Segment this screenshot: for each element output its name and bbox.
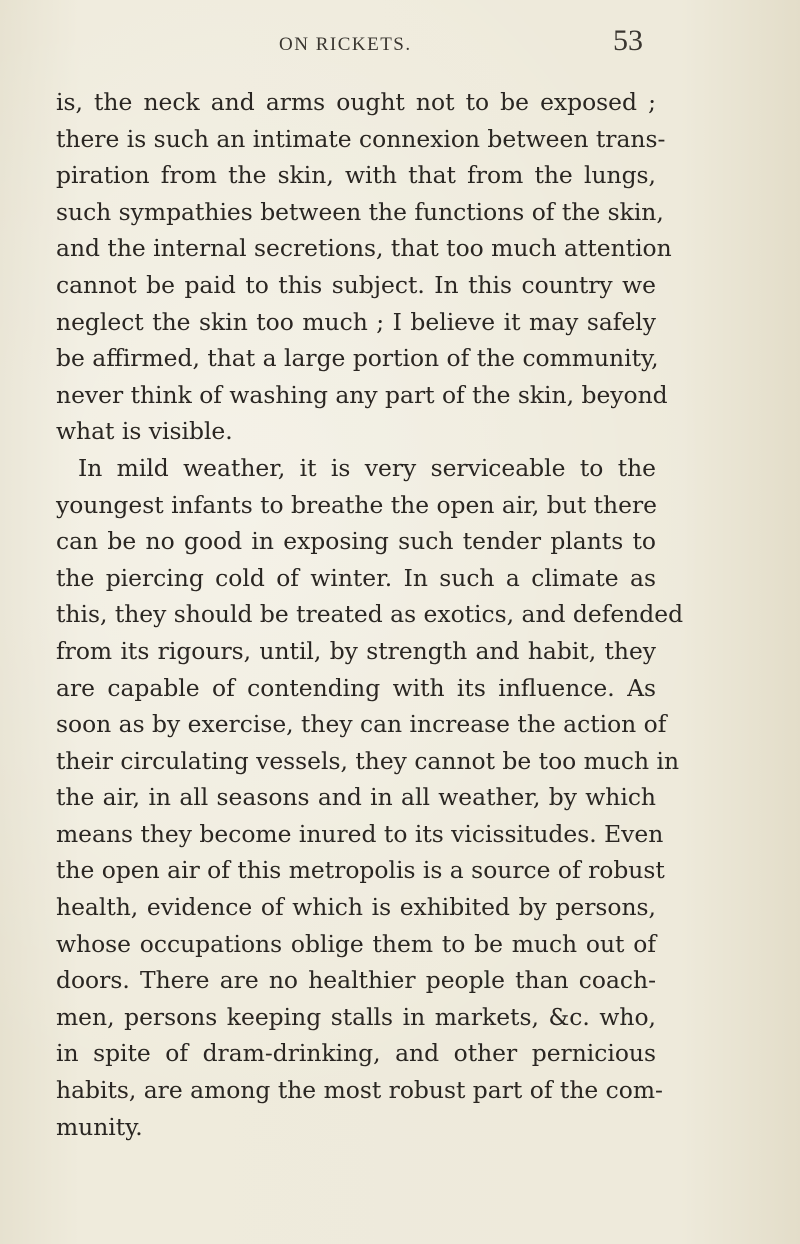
text-line: and the internal secretions, that too much attention xyxy=(56,234,672,263)
text-line: what is visible. xyxy=(56,417,233,446)
text-line: the piercing cold of winter. In such a climate as xyxy=(56,563,656,592)
text-line: soon as by exercise, they can increase the action of xyxy=(56,710,667,739)
text-line: the air, in all seasons and in all weather, by which xyxy=(56,783,656,812)
text-line: from its rigours, until, by strength and habit, they xyxy=(56,636,656,665)
text-line: health, evidence of which is exhibited by persons, xyxy=(56,893,656,922)
text-line: the open air of this metropolis is a source of robust xyxy=(56,856,665,885)
text-line: whose occupations oblige them to be much out of xyxy=(56,929,656,958)
text-line: such sympathies between the functions of the skin, xyxy=(56,197,664,226)
text-line: never think of washing any part of the skin, beyond xyxy=(56,380,668,409)
text-line: their circulating vessels, they cannot be too much in xyxy=(56,746,680,775)
text-line: this, they should be treated as exotics, and defended xyxy=(56,600,684,629)
text-line: youngest infants to breathe the open air, but there xyxy=(56,490,657,519)
body-text xyxy=(56,84,684,1145)
text-line: munity. xyxy=(56,1112,143,1141)
text-line: habits, are among the most robust part of the com- xyxy=(56,1076,663,1105)
page-number: 53 xyxy=(613,24,643,57)
running-head: ON RICKETS. xyxy=(279,34,412,55)
text-line: men, persons keeping stalls in markets, &c. who, xyxy=(56,1002,656,1031)
text-line: doors. There are no healthier people than coach- xyxy=(56,966,656,995)
text-line: means they become inured to its vicissitudes. Even xyxy=(56,819,664,848)
text-line: can be no good in exposing such tender plants to xyxy=(56,527,656,556)
text-line: piration from the skin, with that from the lungs, xyxy=(56,161,656,190)
text-line: is, the neck and arms ought not to be exposed ; xyxy=(56,88,656,116)
text-line: are capable of contending with its influence. As xyxy=(56,673,656,702)
text-line: neglect the skin too much ; I believe it may safely xyxy=(56,307,656,336)
text-line: there is such an intimate connexion between trans- xyxy=(56,124,666,153)
page-header xyxy=(0,14,800,57)
text-line: cannot be paid to this subject. In this country we xyxy=(56,270,656,299)
text-line: in spite of dram-drinking, and other pernicious xyxy=(56,1039,656,1068)
text-line: In mild weather, it is very serviceable to the xyxy=(78,453,656,482)
text-line: be affirmed, that a large portion of the community, xyxy=(56,344,659,373)
